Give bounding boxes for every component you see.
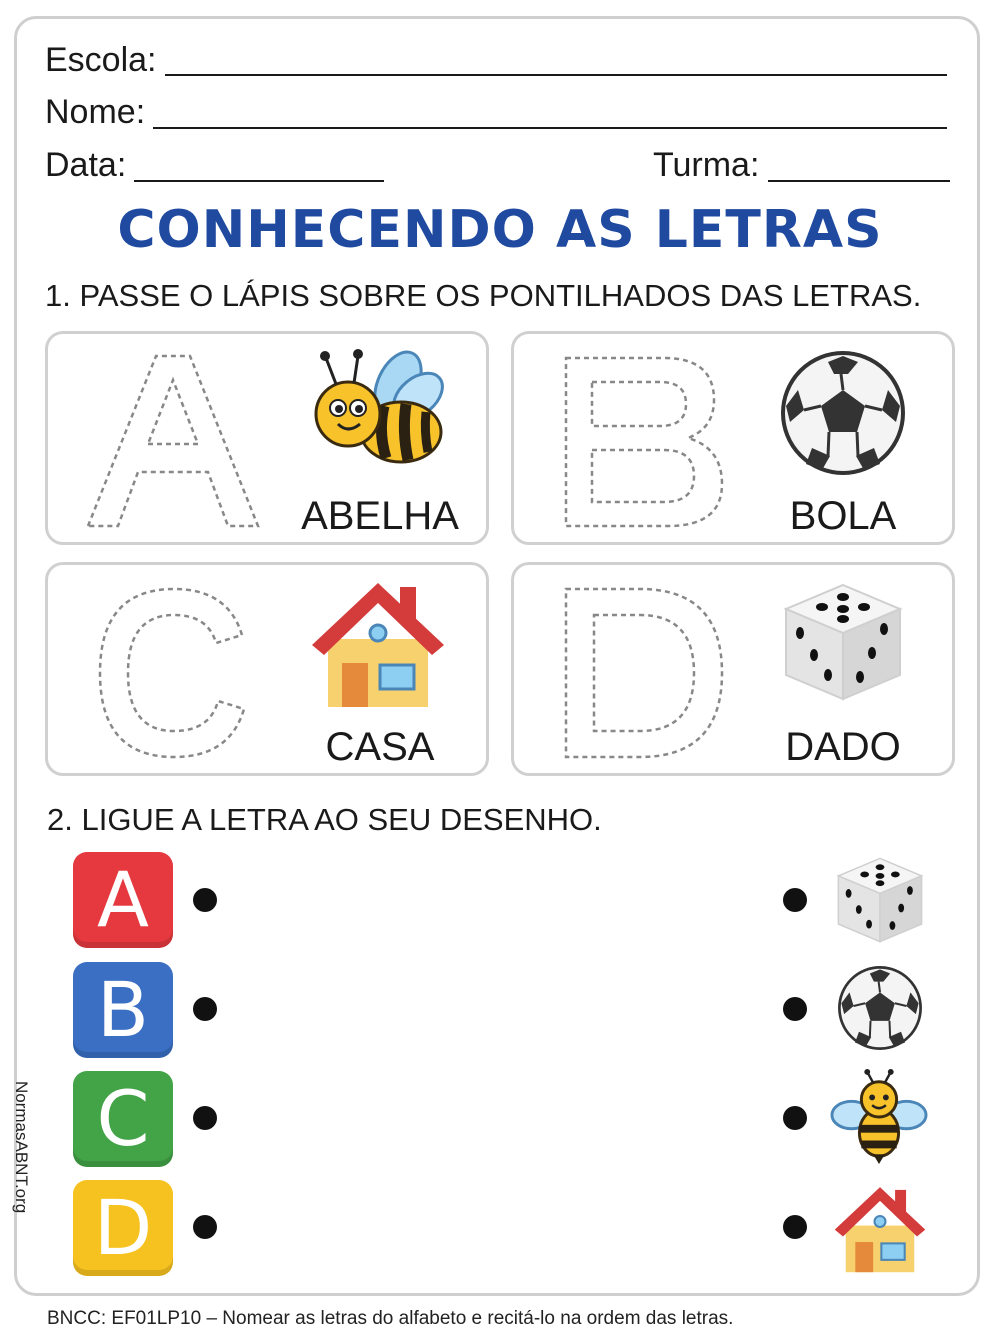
bee-icon: [830, 1068, 928, 1166]
school-label: Escola:: [45, 41, 157, 79]
instruction-2: 2. LIGUE A LETRA AO SEU DESENHO.: [47, 802, 602, 837]
soccer-ball-icon: [836, 964, 924, 1052]
connect-dot-left-d[interactable]: [193, 1215, 217, 1239]
house-icon: [308, 579, 448, 709]
school-field: [45, 43, 157, 77]
date-field: [45, 148, 126, 182]
trace-card-c: [45, 562, 489, 776]
side-watermark: NormasABNT.org: [12, 1081, 31, 1214]
class-label: Turma:: [653, 146, 760, 184]
footer-bncc: BNCC: EF01LP10 – Nomear as letras do alfabeto e recitá-lo na ordem das letras.: [47, 1308, 734, 1329]
name-field: [45, 95, 145, 129]
connect-dot-right-2[interactable]: [783, 997, 807, 1021]
dotted-letter-d[interactable]: [544, 575, 744, 765]
letter-tile-c: C: [73, 1071, 173, 1167]
class-field: [653, 148, 759, 182]
page-title: CONHECENDO AS LETRAS: [117, 200, 883, 260]
dotted-letter-a[interactable]: [78, 344, 278, 534]
connect-dot-left-b[interactable]: [193, 997, 217, 1021]
connect-dot-right-3[interactable]: [783, 1106, 807, 1130]
name-label: Nome:: [45, 93, 146, 131]
trace-card-a: [45, 331, 489, 545]
bee-icon: [306, 344, 446, 474]
connect-dot-left-a[interactable]: [193, 888, 217, 912]
word-abelha: ABELHA: [301, 494, 459, 538]
house-icon: [832, 1182, 928, 1276]
trace-card-d: [511, 562, 955, 776]
connect-dot-left-c[interactable]: [193, 1106, 217, 1130]
dice-icon: [834, 852, 926, 948]
word-dado: DADO: [785, 725, 901, 769]
date-label: Data:: [45, 146, 127, 184]
dotted-letter-c[interactable]: [78, 575, 278, 765]
connect-dot-right-1[interactable]: [783, 888, 807, 912]
instruction-1: 1. PASSE O LÁPIS SOBRE OS PONTILHADOS DAS LETRAS.: [45, 278, 922, 313]
soccer-ball-icon: [778, 348, 908, 478]
letter-tile-d: D: [73, 1180, 173, 1276]
word-bola: BOLA: [789, 494, 897, 538]
trace-card-b: [511, 331, 955, 545]
dotted-letter-b[interactable]: [544, 344, 744, 534]
letter-tile-b: B: [73, 962, 173, 1058]
dice-icon: [780, 579, 906, 705]
letter-tile-a: A: [73, 852, 173, 948]
connect-dot-right-4[interactable]: [783, 1215, 807, 1239]
word-casa: CASA: [325, 725, 435, 769]
